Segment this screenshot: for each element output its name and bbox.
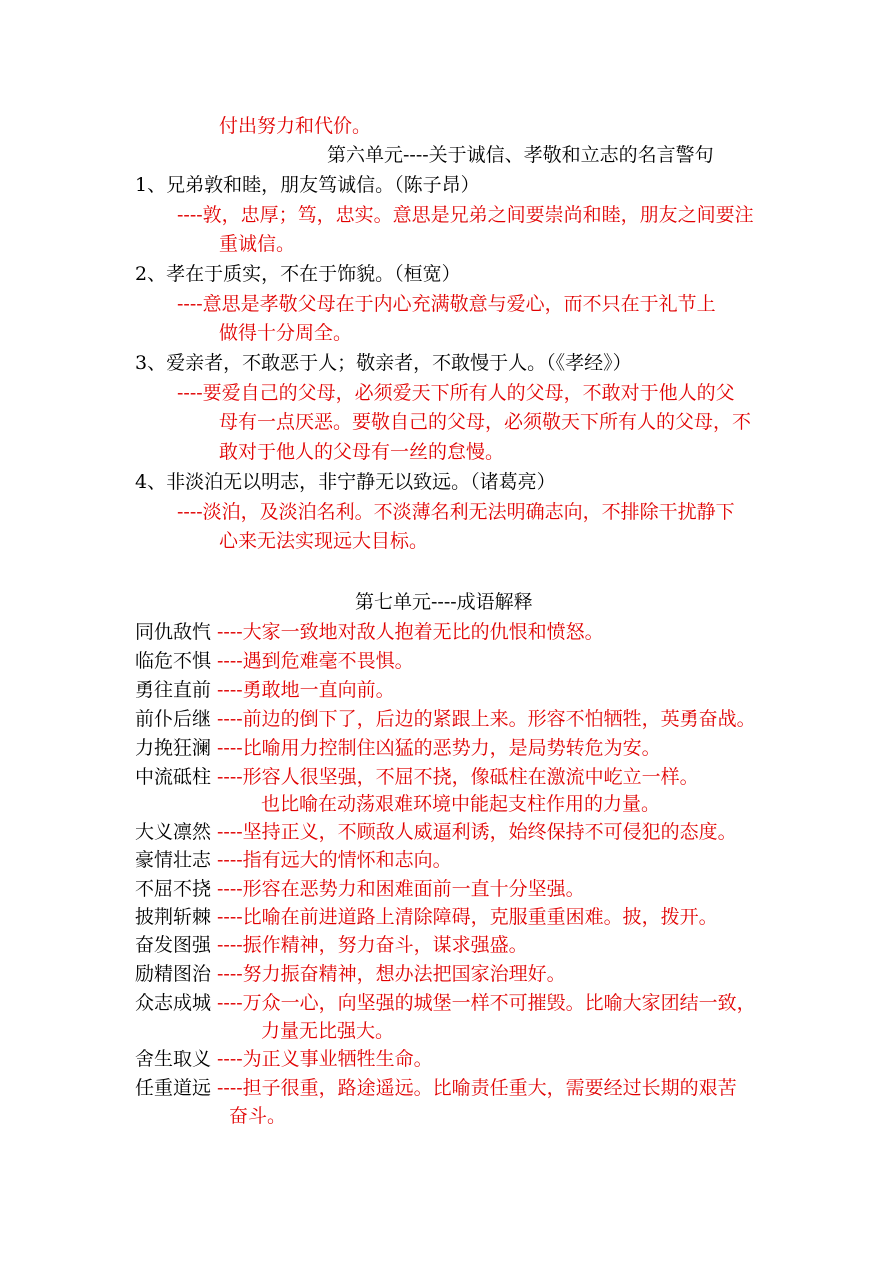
- idiom-row: [135, 765, 699, 789]
- idiom-explanation: ----坚持正义，不顾敌人威逼利诱，始终保持不可侵犯的态度。: [217, 821, 737, 843]
- idiom-explanation: ----万众一心，向坚强的城堡一样不可摧毁。比喻大家团结一致，: [217, 992, 756, 1014]
- unit6-explanation-4-line-2: 心来无法实现远大目标。: [219, 530, 429, 552]
- idiom-term: 舍生取义: [135, 1048, 212, 1070]
- idiom-term: 披荆斩棘: [135, 906, 212, 928]
- idiom-term: 不屈不挠: [135, 878, 212, 900]
- idiom-term: 任重道远: [135, 1077, 212, 1099]
- idiom-row: [135, 991, 756, 1015]
- unit6-quote-4: 4、非淡泊无以明志，非宁静无以致远。（诸葛亮）: [135, 471, 556, 493]
- idiom-explanation: ----指有远大的情怀和志向。: [217, 849, 452, 871]
- idiom-term: 前仆后继: [135, 708, 212, 730]
- idiom-term: 豪情壮志: [135, 849, 212, 871]
- unit6-explanation-2-line-1: ----意思是孝敬父母在于内心充满敬意与爱心，而不只在于礼节上: [177, 293, 716, 315]
- idiom-term: 奋发图强: [135, 934, 212, 956]
- idiom-row: [135, 933, 528, 957]
- idiom-explanation: ----形容人很坚强，不屈不挠，像砥柱在激流中屹立一样。: [217, 766, 699, 788]
- idiom-row: [135, 962, 566, 986]
- unit6-quote-3: 3、爱亲者，不敢恶于人；敬亲者，不敢慢于人。（《孝经》）: [135, 352, 632, 374]
- idiom-explanation: ----勇敢地一直向前。: [217, 679, 395, 701]
- unit6-explanation-4-line-1: ----淡泊，及淡泊名利。不淡薄名利无法明确志向，不排除干扰静下: [177, 501, 735, 523]
- idiom-explanation: ----担子很重，路途遥远。比喻责任重大，需要经过长期的艰苦: [217, 1077, 737, 1099]
- idiom-explanation: ----大家一致地对敌人抱着无比的仇恨和愤怒。: [217, 621, 604, 643]
- idiom-explanation: ----振作精神，努力奋斗，谋求强盛。: [217, 934, 528, 956]
- idiom-row: [135, 877, 585, 901]
- idiom-explanation: ----比喻在前进道路上清除障碍，克服重重困难。披，拨开。: [217, 906, 718, 928]
- idiom-explanation: ----遇到危难毫不畏惧。: [217, 650, 414, 672]
- unit6-explanation-1-line-1: ----敦，忠厚；笃，忠实。意思是兄弟之间要崇尚和睦，朋友之间要注: [177, 204, 754, 226]
- idiom-explanation: ----形容在恶势力和困难面前一直十分坚强。: [217, 878, 585, 900]
- idiom-row: [135, 1047, 433, 1071]
- unit6-explanation-3-line-3: 敢对于他人的父母有一丝的怠慢。: [219, 441, 505, 463]
- idiom-row: [135, 820, 737, 844]
- idiom-term: 中流砥柱: [135, 766, 212, 788]
- idiom-explanation: ----前边的倒下了，后边的紧跟上来。形容不怕牺牲，英勇奋战。: [217, 708, 756, 730]
- idiom-explanation-continued: 也比喻在动荡艰难环境中能起支柱作用的力量。: [261, 793, 661, 815]
- continuation-text: 付出努力和代价。: [219, 115, 372, 137]
- unit6-explanation-2-line-2: 做得十分周全。: [219, 322, 353, 344]
- idiom-explanation: ----比喻用力控制住凶猛的恶势力，是局势转危为安。: [217, 737, 661, 759]
- idiom-explanation: ----为正义事业牺牲生命。: [217, 1048, 433, 1070]
- idiom-row: [135, 620, 604, 644]
- idiom-term: 励精图治: [135, 963, 212, 985]
- unit6-explanation-3-line-1: ----要爱自己的父母，必须爱天下所有人的父母，不敢对于他人的父: [177, 382, 735, 404]
- idiom-term: 勇往直前: [135, 679, 212, 701]
- unit7-title: 第七单元----成语解释: [355, 591, 533, 613]
- idiom-term: 众志成城: [135, 992, 212, 1014]
- idiom-term: 同仇敌忾: [135, 621, 212, 643]
- unit6-explanation-3-line-2: 母有一点厌恶。要敬自己的父母，必须敬天下所有人的父母，不: [219, 411, 752, 433]
- idiom-row: [135, 678, 395, 702]
- idiom-row: [135, 736, 661, 760]
- idiom-term: 临危不惧: [135, 650, 212, 672]
- idiom-term: 大义凛然: [135, 821, 212, 843]
- idiom-row: [135, 707, 756, 731]
- unit6-title: 第六单元----关于诚信、孝敬和立志的名言警句: [327, 144, 714, 166]
- idiom-explanation: ----努力振奋精神，想办法把国家治理好。: [217, 963, 566, 985]
- idiom-explanation-continued: 奋斗。: [229, 1105, 287, 1127]
- unit6-quote-2: 2、孝在于质实，不在于饰貌。（桓宽）: [135, 263, 461, 285]
- idiom-term: 力挽狂澜: [135, 737, 212, 759]
- idiom-row: [135, 848, 452, 872]
- idiom-row: [135, 1076, 737, 1100]
- unit6-explanation-1-line-2: 重诚信。: [219, 233, 296, 255]
- idiom-explanation-continued: 力量无比强大。: [261, 1020, 395, 1042]
- idiom-row: [135, 649, 414, 673]
- unit6-quote-1: 1、兄弟敦和睦，朋友笃诚信。（陈子昂）: [135, 174, 480, 196]
- idiom-row: [135, 905, 718, 929]
